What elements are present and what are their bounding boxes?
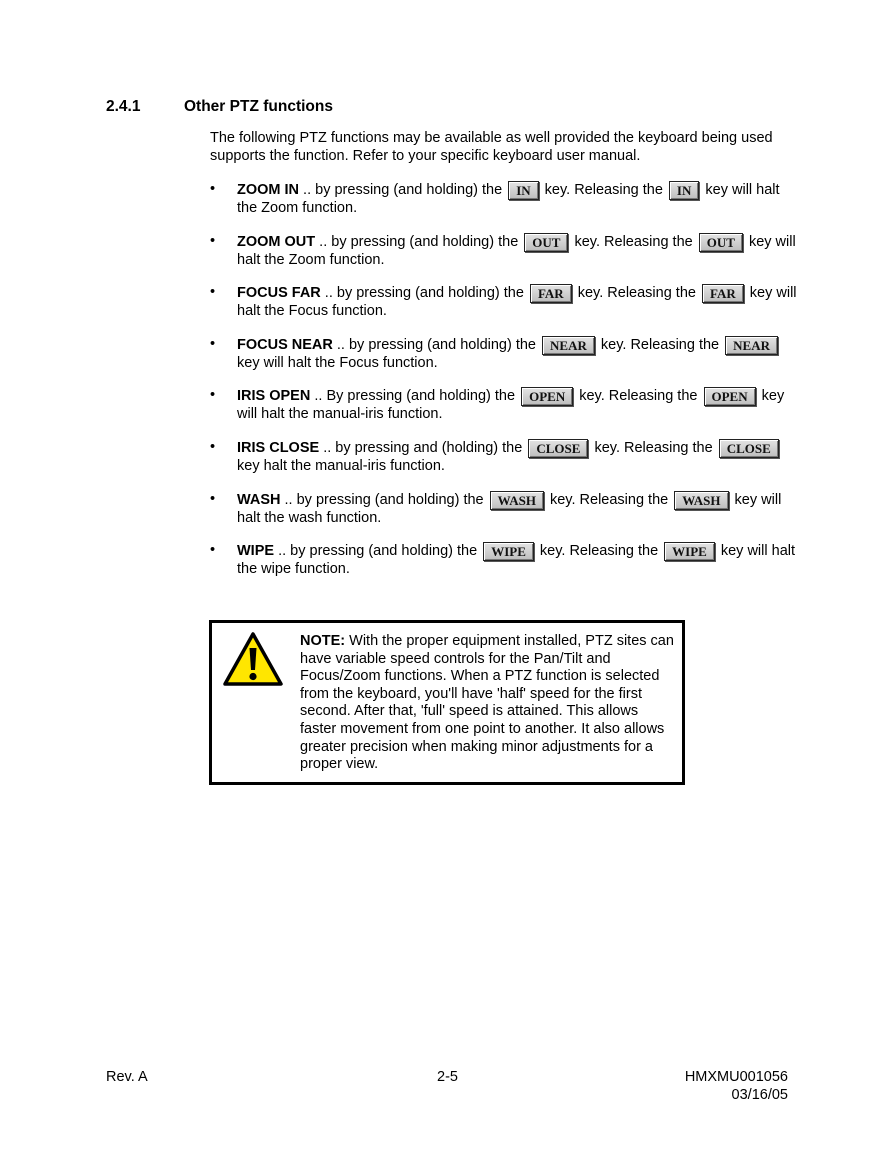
far-key-button: FAR: [530, 284, 572, 303]
list-item-iris-open: [210, 387, 800, 439]
wash-key-button: WASH: [490, 491, 544, 510]
function-name: ZOOM IN: [237, 182, 300, 198]
wash-key-button: WASH: [674, 491, 728, 510]
near-key-button: NEAR: [542, 336, 595, 355]
note-text: [300, 633, 676, 774]
function-name: ZOOM OUT: [237, 233, 316, 250]
near-key-button: NEAR: [725, 336, 778, 355]
bullet-dot: •: [210, 490, 216, 507]
list-item-wipe: [210, 542, 800, 594]
function-text: .. by pressing (and holding) the: [280, 491, 488, 508]
out-key-button: OUT: [699, 233, 743, 252]
footer-page-number: 2-5: [437, 1069, 458, 1085]
ptz-function-list: [210, 181, 800, 594]
intro-paragraph: The following PTZ functions may be available as well provided the keyboard being used supports the function. Refer to your specific keyboard user manual.: [210, 130, 773, 164]
footer-doc-id: HMXMU001056: [684, 1069, 788, 1085]
section-title: Other PTZ functions: [184, 98, 333, 115]
out-key-button: OUT: [524, 233, 568, 252]
function-name: FOCUS NEAR: [237, 336, 333, 353]
bullet-dot: •: [210, 438, 216, 455]
bullet-dot: •: [210, 335, 216, 352]
close-key-button: CLOSE: [528, 439, 588, 458]
list-item-wash: [210, 491, 800, 543]
function-name: FOCUS FAR: [237, 285, 321, 302]
function-text: key will halt the Zoom function.: [237, 182, 780, 216]
function-text: key. Releasing the: [590, 439, 717, 456]
function-text: key. Releasing the: [540, 182, 667, 198]
function-text: key. Releasing the: [573, 285, 700, 302]
warning-triangle-icon: [222, 631, 284, 687]
function-text: key will halt the wipe function.: [237, 543, 796, 578]
in-key-button: IN: [508, 181, 538, 200]
footer-doc-info: [685, 1069, 788, 1104]
close-key-button: CLOSE: [719, 439, 779, 458]
list-item-focus-near: [210, 336, 800, 388]
bullet-dot: •: [210, 181, 216, 197]
function-text: .. by pressing and (holding) the: [319, 439, 527, 456]
list-item-zoom-out: [210, 233, 800, 285]
far-key-button: FAR: [702, 284, 744, 303]
function-text: key. Releasing the: [596, 336, 724, 353]
list-item-zoom-in: [210, 181, 800, 233]
note-box: [209, 620, 685, 785]
note-label: NOTE:: [300, 633, 346, 649]
function-text: key. Releasing the: [570, 233, 697, 250]
function-text: key will halt the Focus function.: [237, 354, 438, 371]
bullet-dot: •: [210, 284, 216, 301]
function-name: WIPE: [237, 543, 275, 560]
function-text: .. by pressing (and holding) the: [320, 285, 528, 302]
function-text: key will halt the Zoom function.: [237, 233, 796, 268]
function-text: .. by pressing (and holding) the: [274, 543, 482, 560]
function-text: key. Releasing the: [535, 543, 663, 560]
bullet-dot: •: [210, 232, 216, 249]
function-text: key will halt the wash function.: [237, 491, 782, 526]
list-item-focus-far: [210, 284, 800, 336]
footer-date: 03/16/05: [731, 1086, 788, 1103]
function-text: .. By pressing (and holding) the: [310, 388, 520, 405]
function-name: WASH: [237, 491, 281, 508]
footer-revision: Rev. A: [106, 1069, 148, 1085]
function-text: key. Releasing the: [575, 388, 702, 405]
bullet-dot: •: [210, 387, 216, 404]
function-name: IRIS OPEN: [237, 388, 311, 405]
wipe-key-button: WIPE: [483, 542, 534, 561]
function-text: .. by pressing (and holding) the: [332, 336, 541, 353]
section-number: 2.4.1: [106, 98, 141, 115]
function-text: .. by pressing (and holding) the: [299, 182, 507, 198]
function-name: IRIS CLOSE: [237, 439, 320, 456]
function-text: key halt the manual-iris function.: [237, 457, 445, 474]
function-text: .. by pressing (and holding) the: [315, 233, 523, 250]
bullet-dot: •: [210, 542, 216, 559]
note-body: With the proper equipment installed, PTZ sites can have variable speed controls for the Pan/Tilt and Focus/Zoom functions. When a PTZ function is selected from the keyboard, you'll have 'half' speed for the first second. After that, 'full' speed is attained. This allows faster movement from one point to another. It also allows greater precision when making minor adjustments for a proper view.: [300, 633, 674, 773]
function-text: key. Releasing the: [545, 491, 673, 508]
function-text: key will halt the manual-iris function.: [237, 388, 785, 423]
list-item-iris-close: [210, 439, 800, 491]
function-text: key will halt the Focus function.: [237, 285, 797, 320]
in-key-button: IN: [669, 181, 699, 200]
open-key-button: OPEN: [521, 387, 573, 406]
wipe-key-button: WIPE: [664, 542, 715, 561]
open-key-button: OPEN: [704, 387, 756, 406]
